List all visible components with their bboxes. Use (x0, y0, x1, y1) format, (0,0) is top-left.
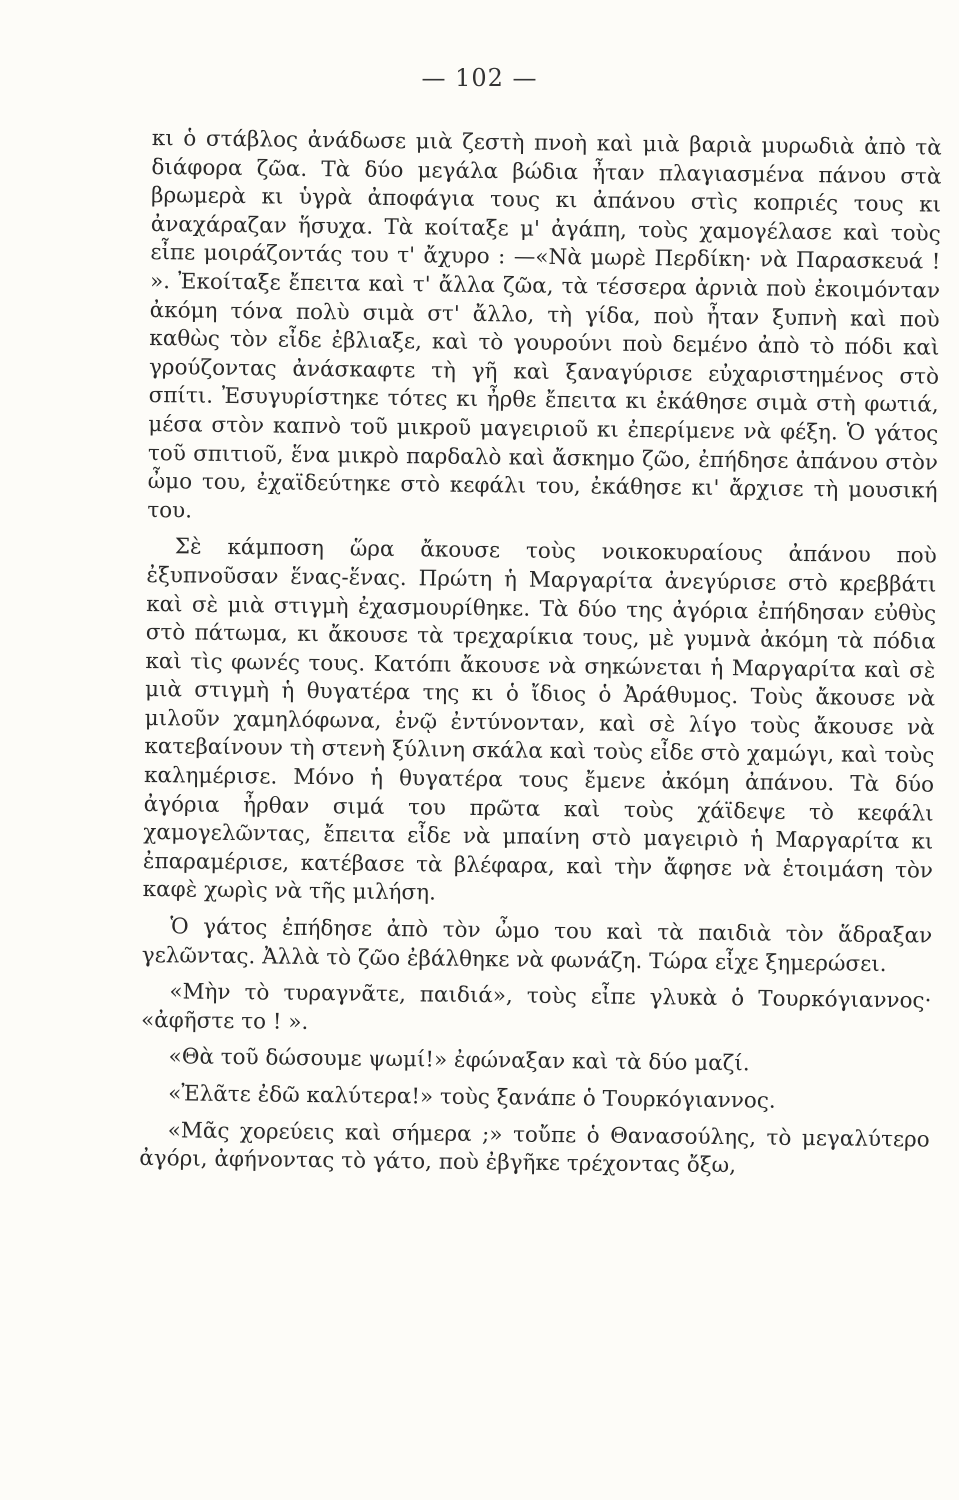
paragraph-6: «Ἐλᾶτε ἐδῶ καλύτερα!» τοὺς ξανάπε ὁ Τουρκόγιαννος. (168, 1081, 776, 1114)
paragraph-2: Σὲ κάμποση ὥρα ἄκουσε τοὺς νοικοκυραίους ἀπάνου ποὺ ἐξυπνοῦσαν ἕνας-ἕνας. Πρώτη ἡ Μαργαρίτα ἀνεγύρισε στὸ κρεββάτι καὶ σὲ μιὰ στιγμὴ ἐχασμουρίθηκε. Τὰ δύο της ἀγόρια ἐπήδησαν εὐθὺς στὸ πάτωμα, κι ἄκουσε τὰ τρεχαρίκια τους, μὲ γυμνὰ ἀκόμη τὰ πόδια καὶ τὶς φωνές τους. Κατόπι ἄκουσε νὰ σηκώνεται ἡ Μαργαρίτα καὶ σὲ μιὰ στιγμὴ ἡ θυγατέρα της κι ὁ ἴδιος ὁ Ἀράθυμος. Τοὺς ἄκουσε νὰ μιλοῦν χαμηλόφωνα, ἐνῷ ἐντύνονταν, καὶ σὲ λίγο τοὺς ἄκουσε νὰ κατεβαίνουν τὴ στενὴ ξύλινη σκάλα καὶ τοὺς εἶδε στὸ χαμώγι, καὶ τοὺς καλημέρισε. Μόνο ἡ θυγατέρα τους ἔμενε ἀκόμη ἀπάνου. Τὰ δύο ἀγόρια ἦρθαν σιμά του πρῶτα καὶ τοὺς χάϊδεψε τὸ κεφάλι χαμογελῶντας, ἔπειτα εἶδε νὰ μπαίνη στὸ μαγειριὸ ἡ Μαργαρίτα κι ἐπαραμέρισε, κατέβασε τὰ βλέφαρα, καὶ τὴν ἄφησε νὰ ἑτοιμάση τὸν καφὲ χωρὶς νὰ τῆς μιλήση. (142, 534, 937, 906)
paragraph-5: «Θὰ τοῦ δώσουμε ψωμί!» ἐφώναξαν καὶ τὰ δύο μαζί. (168, 1044, 750, 1077)
paragraph-3: Ὁ γάτος ἐπήδησε ἀπὸ τὸν ὦμο του καὶ τὰ παιδιὰ τὸν ἅδραξαν γελῶντας. Ἀλλὰ τὸ ζῶο ἐβάλθηκε νὰ φωνάζη. Τώρα εἶχε ξημερώσει. (141, 914, 933, 977)
page-number: — 102 — (421, 64, 538, 92)
paragraph-1: κι ὁ στάβλος ἀνάδωσε μιὰ ζεστὴ πνοὴ καὶ μιὰ βαριὰ μυρωδιὰ ἀπὸ τὰ διάφορα ζῶα. Τὰ δύο μεγάλα βώδια ἦταν πλαγιασμένα πάνου στὰ βρωμερὰ κι ὑγρὰ ἀποφάγια τους κι ἀπάνου στὶς κοπριές τους κι ἀναχάραζαν ἥσυχα. Τὰ κοίταξε μ' ἀγάπη, τοὺς χαμογέλασε καὶ τοὺς εἶπε μοιράζοντάς του τ' ἄχυρο : —«Νὰ μωρὲ Περδίκη· νὰ Παρασκευά ! ». Ἐκοίταξε ἔπειτα καὶ τ' ἄλλα ζῶα, τὰ τέσσερα ἀρνιὰ ποὺ ἐκοιμόνταν ἀκόμη τόνα πολὺ σιμὰ στ' ἄλλο, τὴ γίδα, ποὺ ἦταν ξυπνὴ καὶ ποὺ καθὼς τὸν εἶδε ἐβλιαξε, καὶ τὸ γουρούνι ποὺ δεμένο ἀπὸ τὸ πόδι καὶ γρούζοντας ἀνάσκαφτε τὴ γῆ καὶ ξαναγύρισε εὐχαριστημένος στὸ σπίτι. Ἐσυγυρίστηκε τότες κι ἦρθε ἔπειτα κι ἐκάθησε σιμὰ στὴ φωτιά, μέσα στὸν καπνὸ τοῦ μικροῦ μαγειριοῦ κι ἐπερίμενε νὰ φέξη. Ὁ γάτος τοῦ σπιτιοῦ, ἕνα μικρὸ παρδαλὸ καὶ ἄσκημο ζῶο, ἐπήδησε ἀπάνου στὸν ὦμο του, ἐχαϊδεύτηκε στὸ κεφάλι του, ἐκάθησε κι' ἄρχισε τὴ μουσική του. (147, 125, 942, 524)
body-text (139, 125, 942, 1183)
paragraph-4: «Μὴν τὸ τυραγνᾶτε, παιδιά», τοὺς εἶπε γλυκὰ ὁ Τουρκόγιαννος· «ἀφῆστε το ! ». (140, 979, 932, 1035)
paragraph-7: «Μᾶς χορεύεις καὶ σήμερα ;» τοὔπε ὁ Θανασούλης, τὸ μεγαλύτερο ἀγόρι, ἀφήνοντας τὸ γάτο, ποὺ ἐβγῆκε τρέχοντας ὄξω, (139, 1117, 930, 1179)
